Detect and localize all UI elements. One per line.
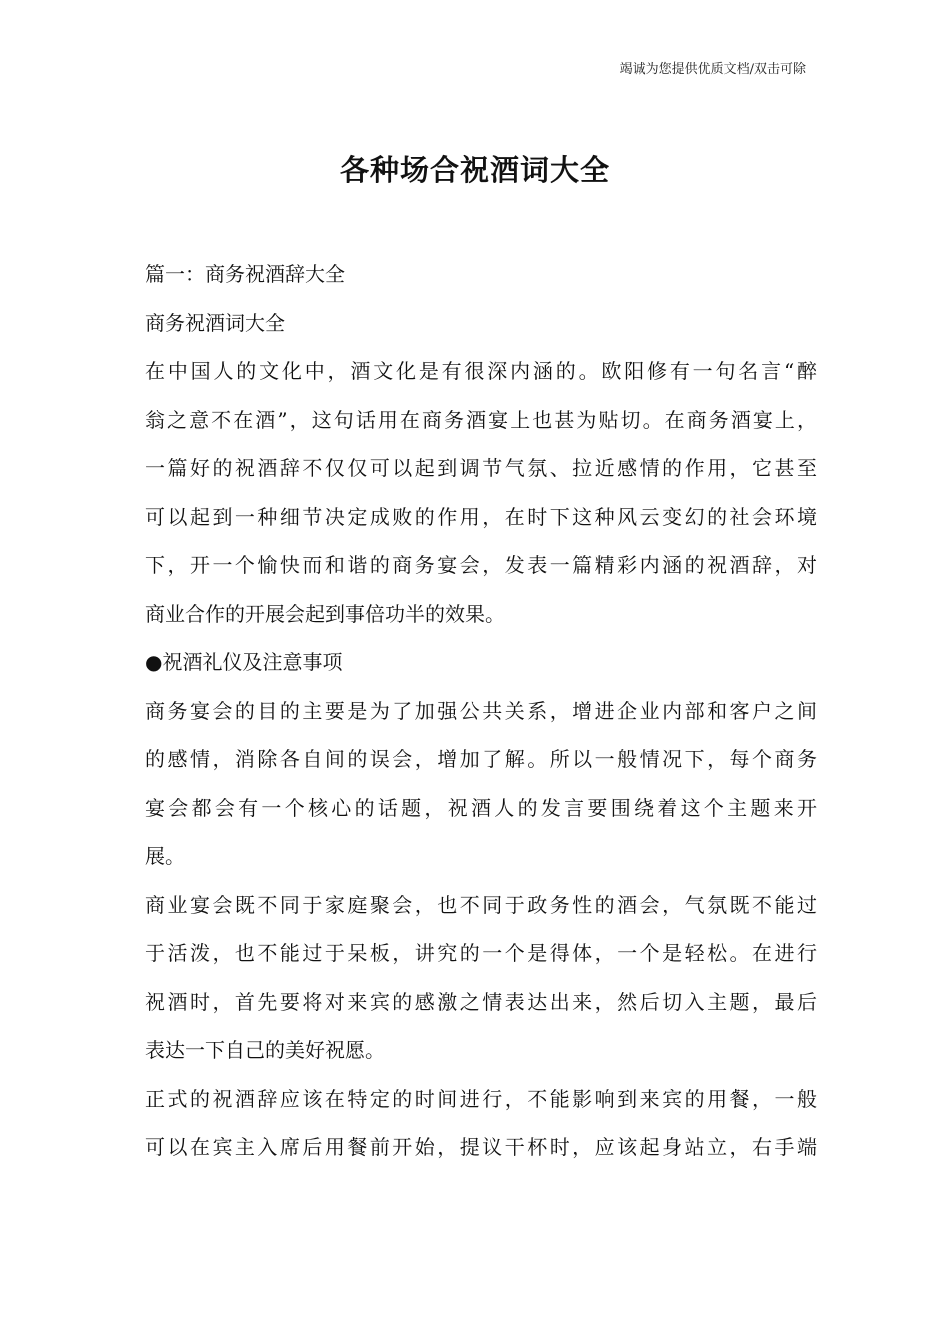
paragraph-line: 宴会都会有一个核心的话题，祝酒人的发言要围绕着这个主题来开 [145,795,817,820]
subheading: 商务祝酒词大全 [145,310,285,335]
paragraph-line: 在中国人的文化中，酒文化是有很深内涵的。欧阳修有一句名言“醉 [145,359,817,383]
paragraph-line: 可以起到一种细节决定成败的作用，在时下这种风云变幻的社会环境 [145,504,817,529]
paragraph-line: 商业合作的开展会起到事倍功半的效果。 [145,601,505,626]
document-body [145,250,817,1172]
paragraph-line: 可以在宾主入席后用餐前开始，提议干杯时，应该起身站立，右手端 [145,1135,817,1159]
header-note: 竭诚为您提供优质文档/双击可除 [619,62,806,77]
document-title: 各种场合祝酒词大全 [339,153,610,187]
paragraph-line: 于活泼，也不能过于呆板，讲究的一个是得体，一个是轻松。在进行 [145,941,817,965]
paragraph-line: 商业宴会既不同于家庭聚会，也不同于政务性的酒会，气氛既不能过 [145,892,817,917]
paragraph-line: 祝酒时，首先要将对来宾的感激之情表达出来，然后切入主题，最后 [145,989,817,1014]
paragraph-line: 一篇好的祝酒辞不仅仅可以起到调节气氛、拉近感情的作用，它甚至 [145,456,817,480]
section-heading: 篇一：商务祝酒辞大全 [145,262,345,286]
paragraph-line: 正式的祝酒辞应该在特定的时间进行，不能影响到来宾的用餐，一般 [145,1086,817,1111]
paragraph-line: 的感情，消除各自间的误会，增加了解。所以一般情况下，每个商务 [145,747,817,771]
paragraph-line: 展。 [145,844,185,868]
paragraph-line: 翁之意不在酒”，这句话用在商务酒宴上也甚为贴切。在商务酒宴上， [145,407,817,432]
paragraph-line: 商务宴会的目的主要是为了加强公共关系，增进企业内部和客户之间 [145,698,817,723]
paragraph-line: 下，开一个愉快而和谐的商务宴会，发表一篇精彩内涵的祝酒辞，对 [145,553,817,577]
bullet-heading: ●祝酒礼仪及注意事项 [145,650,343,674]
paragraph-line: 表达一下自己的美好祝愿。 [145,1038,385,1062]
